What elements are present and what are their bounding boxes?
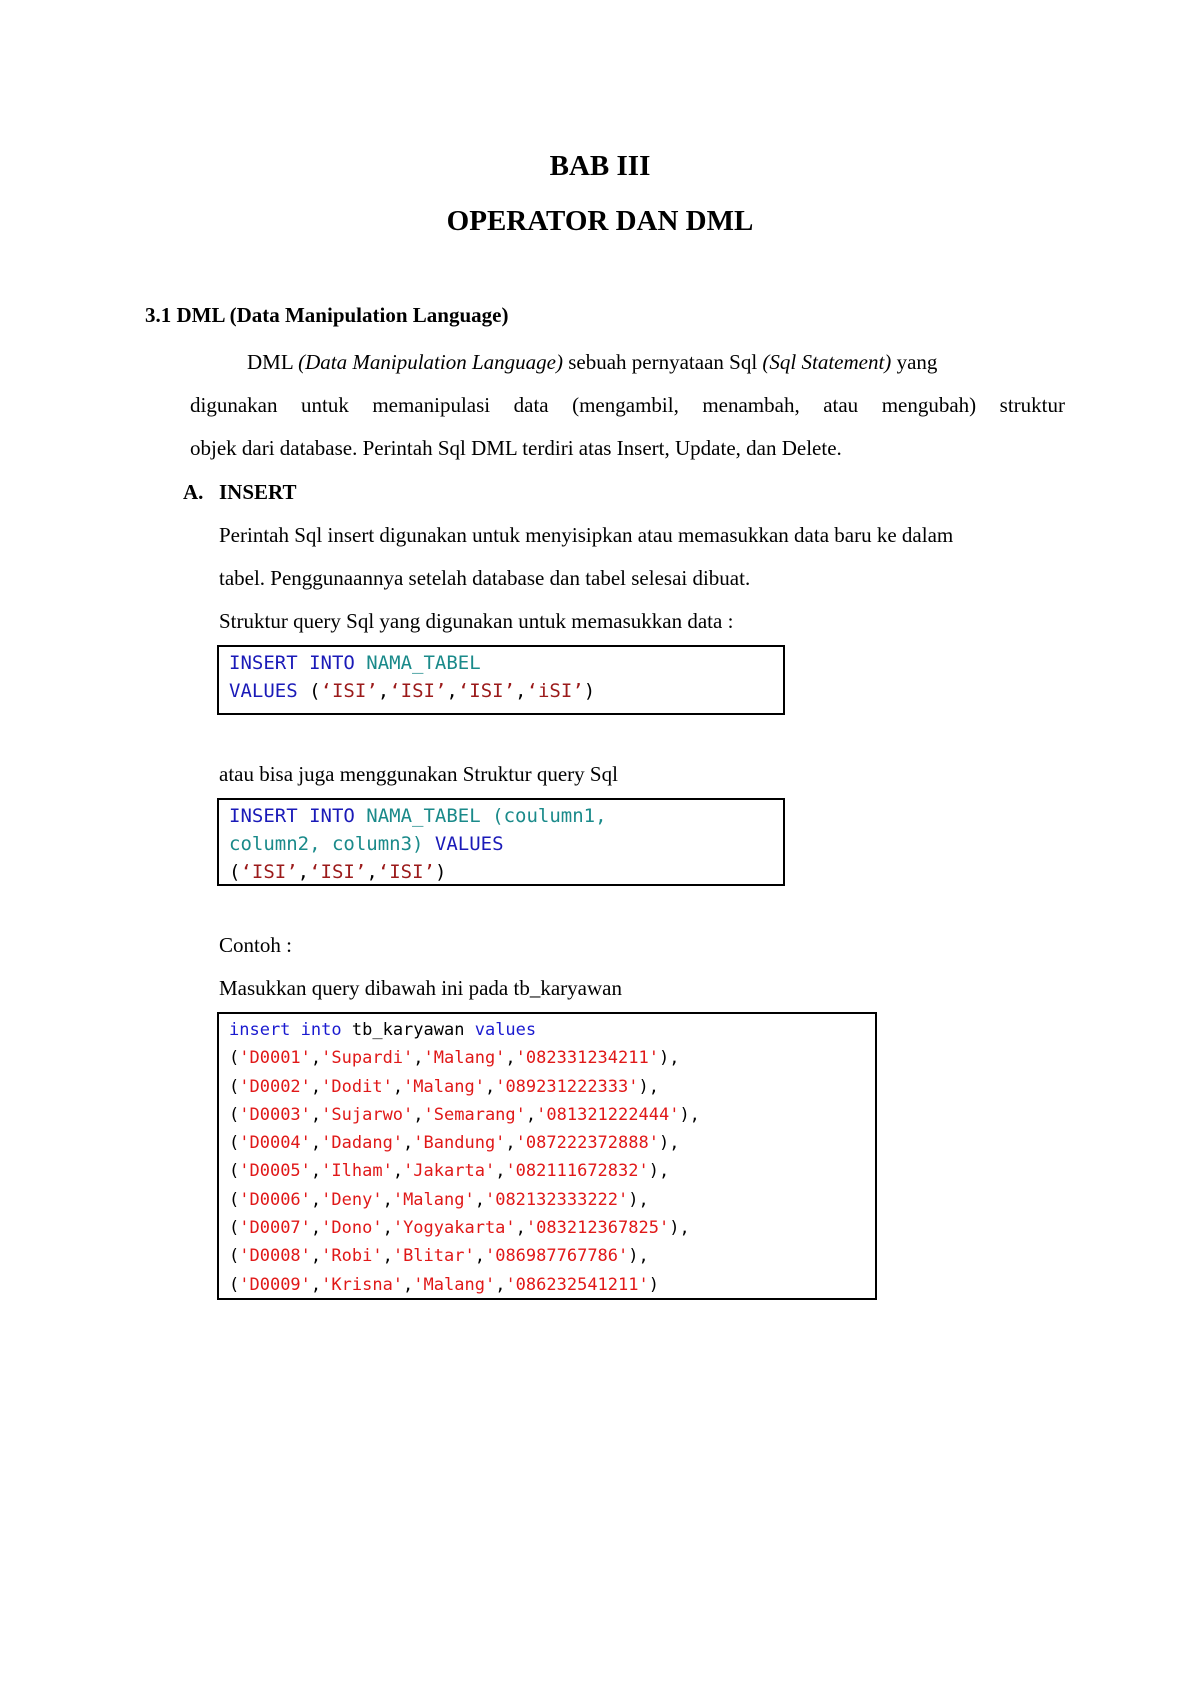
- sql-row: [229, 1218, 690, 1238]
- sql-columns: (coulumn1,: [480, 805, 607, 827]
- sql-punct: ,: [515, 680, 527, 702]
- sql-value-city: 'Bandung': [413, 1133, 506, 1154]
- sql-table-name: NAMA_TABEL: [366, 805, 481, 827]
- sql-keyword: VALUES: [229, 680, 298, 702]
- sql-row: [229, 1190, 649, 1210]
- sql-table-name: tb_karyawan: [351, 1020, 465, 1040]
- paragraph-text: yang: [891, 350, 938, 374]
- sql-punct: ,: [505, 1133, 516, 1154]
- sql-punct: ),: [658, 1048, 680, 1069]
- sql-value-phone: '089231222333': [495, 1076, 639, 1097]
- insert-desc-line-2: tabel. Penggunaannya setelah database dan tabel selesai dibuat.: [219, 566, 751, 590]
- example-label: Contoh :: [219, 933, 292, 957]
- list-letter: A.: [183, 480, 204, 504]
- sql-punct: ,: [505, 1048, 516, 1069]
- sql-value-name: 'Deny': [321, 1189, 383, 1210]
- sql-value-name: 'Supardi': [321, 1048, 414, 1069]
- section-heading: 3.1 DML (Data Manipulation Language): [145, 303, 509, 327]
- sql-keyword: insert: [229, 1020, 291, 1040]
- sql-punct: ,: [310, 1104, 322, 1125]
- insert-heading-text: INSERT: [219, 480, 297, 504]
- sql-value: ‘ISI’: [377, 861, 435, 883]
- sql-value: ‘ISI’: [309, 861, 367, 883]
- sql-value-city: 'Malang': [403, 1076, 485, 1097]
- sql-punct: ,: [413, 1048, 424, 1069]
- sql-punct: (: [229, 1189, 240, 1210]
- sql-punct: (: [229, 1076, 240, 1097]
- sql-punct: ),: [679, 1104, 700, 1125]
- sql-value: ‘iSI’: [526, 680, 584, 702]
- sql-value-name: 'Dadang': [321, 1133, 404, 1154]
- sql-punct: ,: [310, 1133, 322, 1154]
- code-block-insert-basic: [217, 645, 785, 715]
- sql-punct: ),: [638, 1076, 659, 1097]
- sql-punct: ,: [515, 1218, 526, 1239]
- sql-keyword: INSERT INTO: [229, 805, 355, 827]
- sql-value-phone: '086987767786': [484, 1246, 629, 1267]
- sql-value-city: 'Semarang': [423, 1104, 526, 1125]
- sql-punct: (: [229, 1218, 240, 1239]
- sql-punct: (: [229, 1104, 240, 1125]
- paragraph-line-1: [247, 350, 1065, 375]
- sql-value-name: 'Sujarwo': [321, 1104, 414, 1125]
- sql-punct: ,: [525, 1104, 537, 1125]
- sql-keyword: INSERT INTO: [229, 652, 355, 674]
- sql-value-id: 'D0002': [239, 1076, 311, 1097]
- sql-row: [229, 1133, 679, 1153]
- sql-value-phone: '082331234211': [515, 1048, 659, 1069]
- sql-punct: ,: [310, 1048, 322, 1069]
- sql-punct: ,: [403, 1133, 414, 1154]
- sql-row: [229, 1275, 659, 1295]
- sql-punct: (: [297, 680, 321, 702]
- sql-value-name: 'Dono': [321, 1218, 383, 1239]
- sql-punct: ),: [628, 1246, 649, 1267]
- sql-value-city: 'Malang': [392, 1189, 475, 1210]
- sql-punct: ,: [413, 1104, 424, 1125]
- sql-value-id: 'D0003': [239, 1104, 311, 1125]
- insert-desc-line-1: Perintah Sql insert digunakan untuk menyisipkan atau memasukkan data baru ke dalam: [219, 523, 954, 547]
- sql-punct: ,: [310, 1189, 322, 1210]
- sql-row: [229, 1105, 700, 1125]
- sql-value-id: 'D0004': [239, 1133, 311, 1154]
- paragraph-line-2: digunakan untuk memanipulasi data (mengambil, menambah, atau mengubah) struktur: [190, 393, 1065, 417]
- sql-punct: ,: [377, 680, 390, 702]
- sql-value-id: 'D0009': [239, 1274, 311, 1295]
- sql-punct: ,: [382, 1218, 393, 1239]
- paragraph-italic-term: (Sql Statement): [762, 350, 892, 374]
- sql-row: [229, 1077, 659, 1097]
- sql-columns: column2, column3): [229, 833, 424, 855]
- sql-value-city: 'Blitar': [392, 1246, 475, 1267]
- sql-value-city: 'Jakarta': [403, 1161, 496, 1182]
- sql-value: ‘ISI’: [320, 680, 378, 702]
- sql-value-name: 'Robi': [321, 1246, 383, 1267]
- sql-punct: ,: [392, 1076, 404, 1097]
- alt-structure-label: atau bisa juga menggunakan Struktur query Sql: [219, 762, 618, 786]
- sql-punct: ,: [310, 1246, 322, 1267]
- sql-punct: ,: [484, 1076, 496, 1097]
- sql-keyword: values: [474, 1020, 537, 1040]
- sql-punct: ): [648, 1274, 659, 1295]
- sql-punct: ,: [495, 1274, 506, 1295]
- sql-value-phone: '082132333222': [484, 1189, 629, 1210]
- sql-value: ‘ISI’: [457, 680, 516, 702]
- sql-value-phone: '083212367825': [525, 1218, 670, 1239]
- sql-punct: ,: [495, 1161, 506, 1182]
- sql-keyword: into: [300, 1020, 342, 1040]
- sql-value-phone: '087222372888': [515, 1133, 659, 1154]
- sql-value: ‘ISI’: [240, 861, 298, 883]
- sql-keyword: VALUES: [434, 833, 504, 855]
- sql-punct: (: [229, 861, 241, 883]
- sql-punct: (: [229, 1133, 240, 1154]
- sql-punct: ,: [474, 1246, 485, 1267]
- sql-punct: ),: [669, 1218, 690, 1239]
- sql-punct: (: [229, 1161, 240, 1182]
- sql-value-id: 'D0006': [239, 1189, 311, 1210]
- sql-punct: (: [229, 1274, 240, 1295]
- sql-punct: ,: [310, 1076, 322, 1097]
- sql-punct: ,: [382, 1189, 393, 1210]
- sql-punct: ,: [310, 1161, 322, 1182]
- sql-value: ‘ISI’: [389, 680, 447, 702]
- sql-value-city: 'Yogyakarta': [392, 1218, 516, 1239]
- sql-value-name: 'Ilham': [321, 1161, 393, 1182]
- sql-punct: ,: [474, 1189, 485, 1210]
- sql-row: [229, 1048, 679, 1068]
- sql-value-city: 'Malang': [413, 1274, 496, 1295]
- paragraph-text: DML: [247, 350, 299, 374]
- sql-value-id: 'D0001': [239, 1048, 311, 1069]
- sql-punct: (: [229, 1246, 240, 1267]
- sql-value-phone: '082111672832': [505, 1161, 649, 1182]
- sql-punct: ,: [446, 680, 458, 702]
- sql-value-name: 'Krisna': [321, 1274, 404, 1295]
- sql-value-name: 'Dodit': [321, 1076, 393, 1097]
- sql-row: [229, 1246, 649, 1266]
- sql-punct: ,: [310, 1274, 322, 1295]
- sql-value-phone: '086232541211': [505, 1274, 649, 1295]
- sql-punct: (: [229, 1048, 240, 1069]
- sql-punct: ,: [392, 1161, 404, 1182]
- sql-value-id: 'D0007': [239, 1218, 311, 1239]
- example-desc: Masukkan query dibawah ini pada tb_karyawan: [219, 976, 622, 1000]
- code-block-example: [217, 1012, 877, 1300]
- insert-heading: [183, 480, 296, 505]
- sql-row: [229, 1161, 669, 1181]
- paragraph-line-3: objek dari database. Perintah Sql DML terdiri atas Insert, Update, dan Delete.: [190, 436, 842, 460]
- sql-punct: ,: [297, 861, 310, 883]
- sql-punct: ,: [310, 1218, 322, 1239]
- structure-label: Struktur query Sql yang digunakan untuk memasukkan data :: [219, 609, 734, 633]
- chapter-subtitle: OPERATOR DAN DML: [446, 205, 754, 237]
- paragraph-italic-term: (Data Manipulation Language): [298, 350, 563, 374]
- sql-value-city: 'Malang': [423, 1048, 506, 1069]
- sql-value-id: 'D0008': [239, 1246, 311, 1267]
- sql-punct: ),: [628, 1189, 649, 1210]
- sql-table-name: NAMA_TABEL: [366, 652, 481, 674]
- sql-punct: ): [434, 861, 447, 883]
- sql-punct: ),: [648, 1161, 670, 1182]
- sql-punct: ,: [382, 1246, 393, 1267]
- chapter-title: BAB III: [549, 150, 651, 182]
- sql-value-id: 'D0005': [239, 1161, 311, 1182]
- sql-punct: ): [583, 680, 596, 702]
- sql-punct: ,: [366, 861, 378, 883]
- sql-punct: ),: [658, 1133, 680, 1154]
- sql-punct: ,: [403, 1274, 414, 1295]
- sql-value-phone: '081321222444': [536, 1104, 680, 1125]
- paragraph-text: sebuah pernyataan Sql: [562, 350, 763, 374]
- code-block-insert-columns: [217, 798, 785, 886]
